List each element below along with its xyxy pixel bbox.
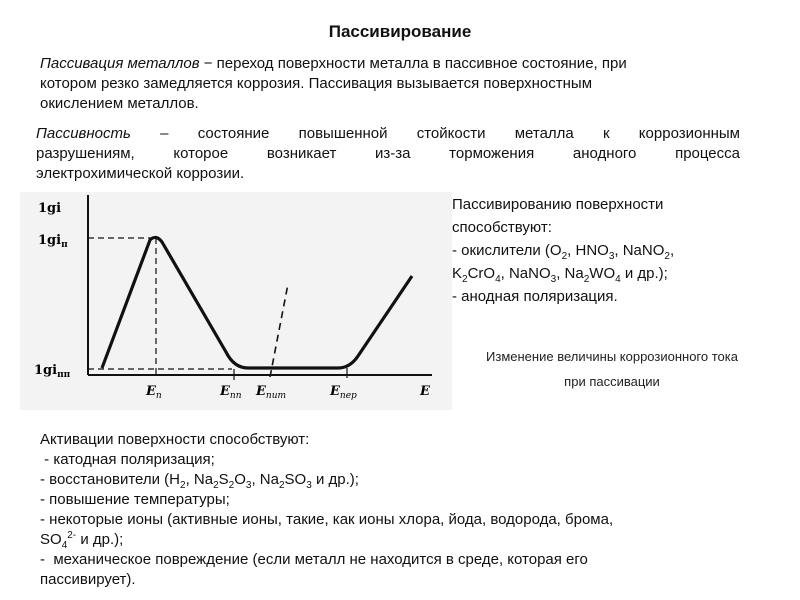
y-label-top: 1gi [38, 201, 62, 216]
passivity-line-2: разрушениям, которое возникает из-за торможения анодного процесса [36, 145, 740, 162]
ions-line: - некоторые ионы (активные ионы, такие, как ионы хлора, йода, водорода, брома, [40, 511, 614, 528]
activation-heading: Активации поверхности способствуют: [40, 431, 310, 448]
graph-caption-line-2: при пассивации [564, 374, 660, 389]
temperature-line: - повышение температуры; [40, 491, 230, 508]
passivation-line-1: − переход поверхности металла в пассивное состояние, при [199, 55, 627, 72]
oxidizers-line: - окислители ($O_2$, $HNO_3$, NaNO$_2$, [452, 242, 675, 262]
passivation-definition [40, 54, 730, 114]
graph-svg [20, 192, 452, 410]
passivation-line-2: котором резко замедляется коррозия. Пассивация вызывается поверхностным [40, 75, 593, 92]
promoters-heading-1: Пассивированию поверхности [452, 196, 664, 213]
passivation-promoters [452, 193, 762, 308]
passivation-term: Пассивация металлов [40, 55, 200, 72]
promoters-heading-2: способствуют: [452, 219, 552, 236]
reducers-line: - восстановители ($H_2$, $Na_2S_2O_3$, $Na_2SO_3$ и др.); [40, 471, 359, 491]
x-label-eper: $E_{пер}$ [330, 384, 357, 401]
passivity-term: Пассивность [36, 125, 131, 142]
polarization-curve [102, 237, 412, 368]
so4-line: $SO_4^{2-}$ и др.); [40, 530, 124, 551]
y-label-peak: $1gi_п$ [38, 233, 68, 250]
x-axis-label: E [420, 384, 430, 399]
passivity-definition [36, 124, 740, 184]
passivation-line-3: окислением металлов. [40, 95, 199, 112]
corrosion-current-graph [20, 192, 452, 410]
page-title: Пассивирование [328, 22, 472, 41]
anodic-polarization-line: - анодная поляризация. [452, 288, 618, 305]
pitting-line [270, 284, 288, 377]
oxidizers-line-2: $K_2CrO_4$, NaNO$_3$, $Na_2WO_4$ и др.); [452, 265, 668, 285]
x-label-epit: $E_{пит}$ [256, 384, 287, 401]
cathodic-line: - катодная поляризация; [40, 451, 215, 468]
passivity-line-3: электрохимической коррозии. [36, 165, 245, 182]
passivity-line-1: Пассивность – состояние повышенной стойкости металла к коррозионным [36, 125, 740, 142]
x-label-epp: $E_{пп}$ [220, 384, 242, 401]
mechanical-line-1: - механическое повреждение (если металл не находится в среде, которая его [40, 551, 588, 568]
graph-caption-line-1: Изменение величины коррозионного тока [486, 349, 738, 364]
x-label-ep: $E_п$ [146, 384, 162, 401]
activation-promoters [40, 430, 760, 590]
mechanical-line-2: пассивирует). [40, 571, 136, 588]
y-label-low: $1gi_{пп}$ [34, 363, 71, 380]
